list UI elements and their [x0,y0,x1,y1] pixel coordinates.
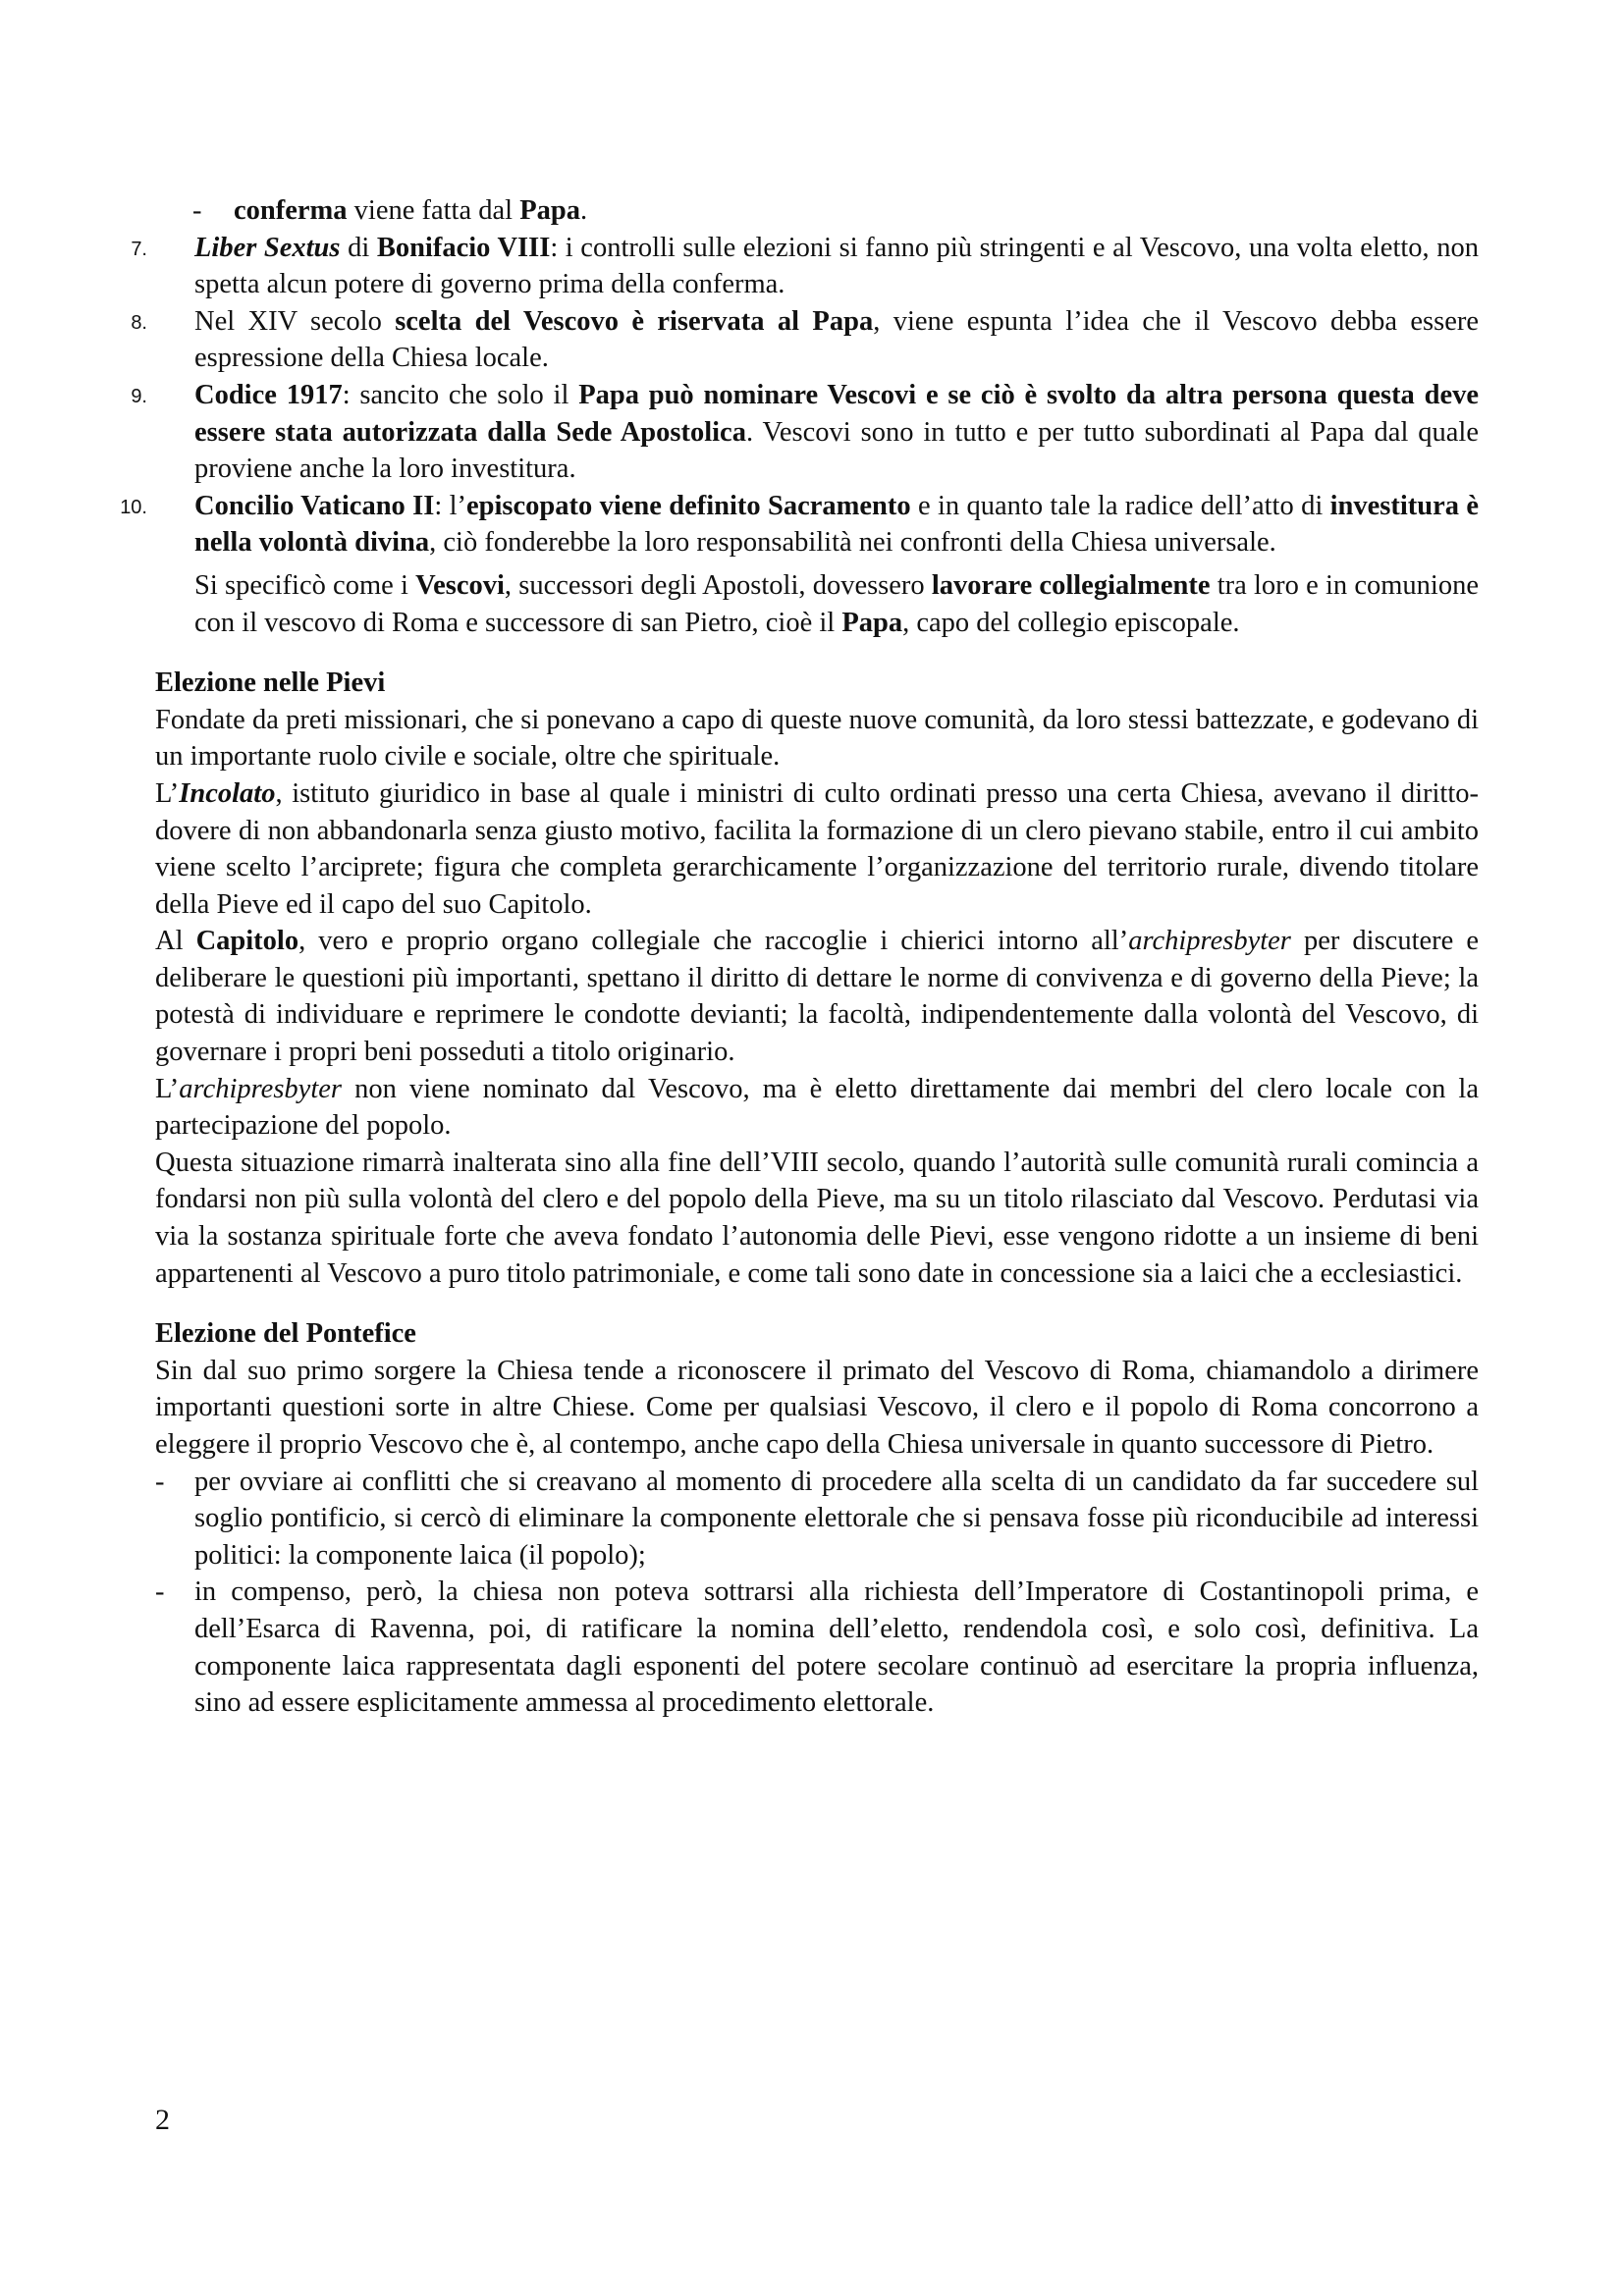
item-number: 8. [131,311,147,334]
emphasis-run: Codice 1917 [194,379,343,410]
item-text [155,488,1479,561]
text-run: di [340,232,377,263]
numbered-item-9 [131,377,1480,488]
text-run: , capo del collegio episcopale. [902,607,1240,638]
bullet-text: per ovviare ai conflitti che si creavano al momento di procedere alla scelta di un candidato da far succedere sul soglio pontificio, si cercò di eliminare la componente elettorale che si pensava fosse più riconducibile ad interessi politici: la componente laica (il popolo); [194,1466,1479,1571]
section-heading-pievi: Elezione nelle Pievi [155,667,386,699]
text-run: : i controlli sulle elezioni si fanno più stringenti e al Vescovo, una volta eletto, non spetta alcun potere di governo prima della conferma. [194,232,1479,300]
text-run: : sancito che solo il [342,379,579,410]
text-run: , ciò fonderebbe la loro responsabilità nei confronti della Chiesa universale. [429,527,1276,559]
emphasis-run: Papa [841,607,903,638]
page-content [120,192,1480,1722]
emphasis-run: scelta del Vescovo è riservata al Papa [395,305,874,337]
text-run: Questa situazione rimarrà inalterata sino alla fine dell’VIII secolo, quando l’autorità sulle comunità rurali comincia a fondarsi non più sulla volontà del clero e del popolo della Pieve, ma su un titolo rilasciato dal Vescovo. Perdutasi via via la sostanza spirituale forte che aveva fondato l’autonomia delle Pievi, esse vengono ridotte a un insieme di beni appartenenti al Vescovo a puro titolo patrimoniale, e come tali sono date in concessione sia a laici che a ecclesiastici. [155,1147,1479,1289]
pontefice-bullet-2 [155,1574,1479,1721]
emphasis-run: Liber Sextus [194,232,341,263]
item-text [155,303,1479,377]
text-run: , viene espunta l’idea che il Vescovo debba essere espressione della Chiesa locale. [194,305,1479,374]
emphasis-run: archipresbyter [179,1073,342,1104]
top-dash-item [155,192,1479,230]
pievi-paragraph-1 [155,702,1479,775]
text-run: , successori degli Apostoli, dovessero [504,569,932,601]
emphasis-run: investitura è nella volontà divina [194,490,1479,559]
text-run: : l’ [434,490,466,521]
dash-marker: - [192,195,202,226]
emphasis-run: archipresbyter [1128,926,1291,957]
text-run: Si specificò come i [194,569,416,601]
pontefice-paragraph: Sin dal suo primo sorgere la Chiesa tende a riconoscere il primato del Vescovo di Roma, chiamandolo a dirimere importanti questioni sorte in altre Chiese. Come per qualsiasi Vescovo, il clero e il popolo di Roma concorrono a eleggere il proprio Vescovo che è, al contempo, anche capo della Chiesa universale in quanto successore di Pietro. [155,1355,1479,1460]
pievi-paragraph-3 [155,923,1479,1070]
text-run: per discutere e deliberare le questioni più importanti, spettano il diritto di dettare le norme di convivenza e di governo della Pieve; la potestà di individuare e reprimere le condotte devianti; la facoltà, indipendentemente dalla volontà del Vescovo, di governare i propri beni posseduti a titolo originario. [155,926,1480,1068]
emphasis-run: Incolato [179,777,276,809]
item-number: 7. [131,238,147,260]
text-run: . Vescovi sono in tutto e per tutto subordinati al Papa dal quale proviene anche la loro investitura. [194,416,1480,485]
emphasis-run: conferma [234,195,348,226]
pievi-paragraph-2 [155,775,1479,923]
text-run: viene fatta dal [347,195,520,226]
text-run: e in quanto tale la radice dell’atto di [910,490,1330,521]
emphasis-run: Concilio Vaticano II [194,490,435,521]
emphasis-run: Bonifacio VIII [376,232,551,263]
pievi-paragraph-5 [155,1145,1479,1292]
item-continuation [155,567,1479,641]
emphasis-run: Vescovi [415,569,505,601]
text-run: , istituto giuridico in base al quale i ministri di culto ordinati presso una certa Chiesa, avevano il diritto-dovere di non abbandonarla senza giusto motivo, facilita la formazione di un clero pievano stabile, entro il cui ambito viene scelto l’arciprete; figura che completa gerarchicamente l’organizzazione del territorio rurale, divendo titolare della Pieve ed il capo del suo Capitolo. [155,777,1479,920]
item-text [155,377,1479,488]
dash-marker: - [155,1466,165,1497]
numbered-item-8 [131,303,1479,377]
page-number: 2 [155,2104,170,2136]
pontefice-bullet-1 [155,1464,1479,1575]
text-run: L’ [155,777,180,809]
emphasis-run: episcopato viene definito Sacramento [466,490,911,521]
dash-marker: - [155,1576,165,1608]
top-dash-text [155,192,1479,230]
pievi-paragraph-4 [155,1071,1479,1145]
bullet-text: in compenso, però, la chiesa non poteva sottrarsi alla richiesta dell’Imperatore di Costantinopoli prima, e dell’Esarca di Ravenna, poi, di ratificare la nomina dell’eletto, rendendola così, e solo così, definitiva. La componente laica rappresentata dagli esponenti del potere secolare continuò ad esercitare la propria influenza, sino ad essere esplicitamente ammessa al procedimento elettorale. [194,1576,1479,1719]
emphasis-run: Papa [519,195,580,226]
numbered-item-10 [120,488,1479,641]
emphasis-run: Capitolo [195,926,299,957]
numbered-item-7 [131,230,1479,303]
emphasis-run: Papa può nominare Vescovi e se ciò è svolto da altra persona questa deve essere stata autorizzata dalla Sede Apostolica [194,379,1479,448]
text-run: L’ [155,1073,180,1104]
text-run: , vero e proprio organo collegiale che raccoglie i chierici intorno all’ [298,926,1129,957]
text-run: Al [155,926,196,957]
text-run: Fondate da preti missionari, che si ponevano a capo di queste nuove comunità, da loro stessi battezzate, e godevano di un importante ruolo civile e sociale, oltre che spirituale. [155,704,1479,773]
item-number: 10. [120,496,147,518]
text-run: non viene nominato dal Vescovo, ma è eletto direttamente dai membri del clero locale con la partecipazione del popolo. [155,1073,1479,1142]
emphasis-run: lavorare collegialmente [931,569,1211,601]
text-run: Nel XIV secolo [194,305,396,337]
item-text [155,230,1479,303]
text-run: tra loro e in comunione con il vescovo di Roma e successore di san Pietro, cioè il [194,569,1479,638]
item-number: 9. [131,385,147,407]
text-run: . [579,195,588,226]
section-heading-pontefice: Elezione del Pontefice [155,1318,416,1350]
